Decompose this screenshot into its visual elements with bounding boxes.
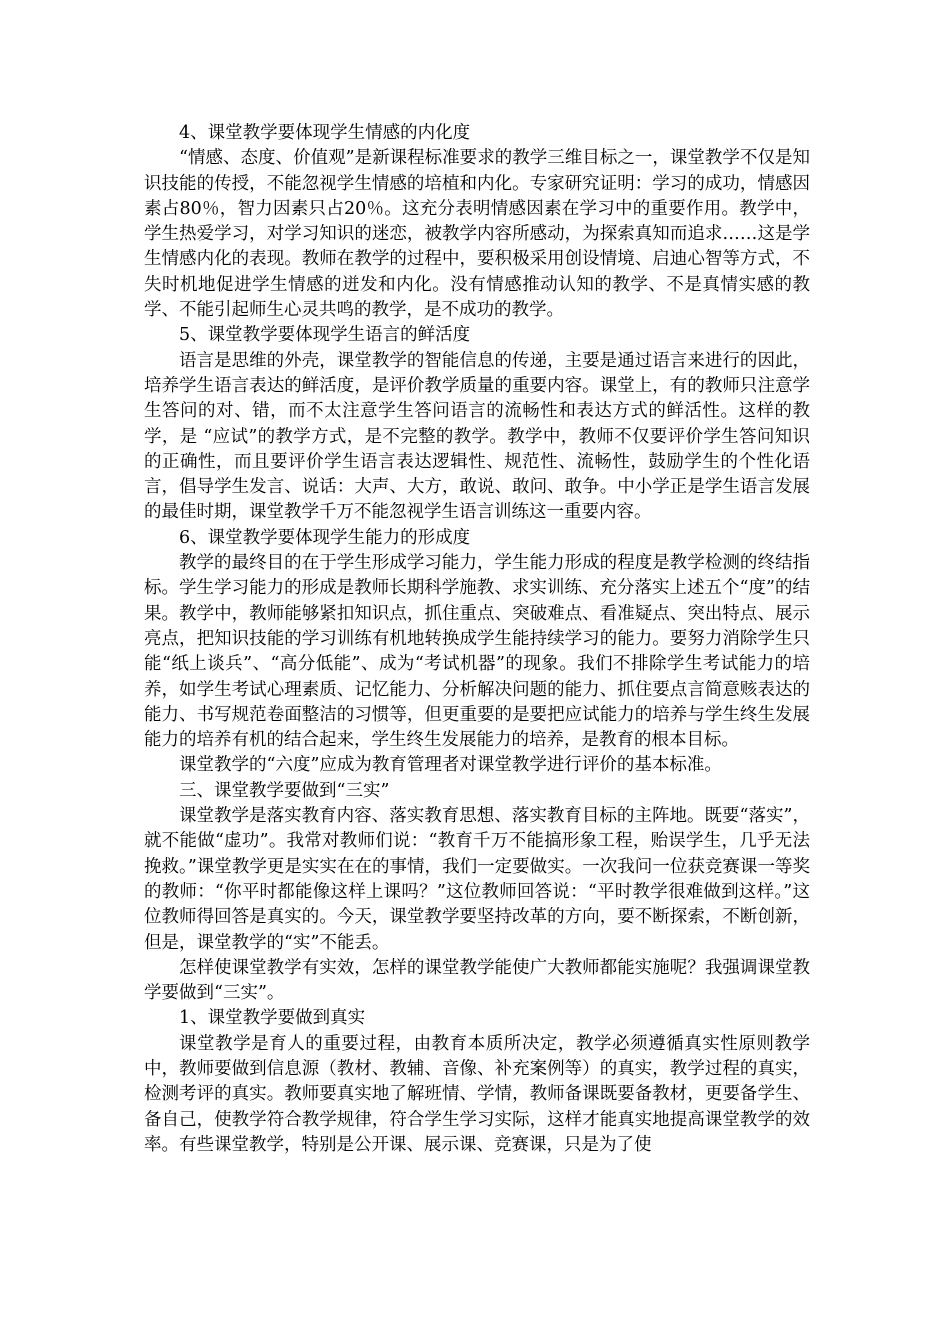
heading-4-emotion: 4、课堂教学要体现学生情感的内化度 [179, 123, 471, 143]
heading-6-ability: 6、课堂教学要体现学生能力的形成度 [179, 527, 471, 548]
document-body [144, 121, 810, 1158]
paragraph-language: 语言是思维的外壳，课堂教学的智能信息的传递，主要是通过语言来进行的因此，培养学生语言表达的鲜活度，是评价教学质量的重要内容。课堂上，有的教师只注意学生答问的对、错，而不太注意学生答问语言的流畅性和表达方式的鲜活性。这样的教学，是 “应试”的教学方式，是不完整的教学。教学中，教师不仅要评价学生答问知识的正确性，而且要评价学生语言表达逻辑性、规范性、流畅性，鼓励学生的个性化语言，倡导学生发言、说话：大声、大方，敢说、敢问、敢争。中小学正是学生语言发展的最佳时期，课堂教学千万不能忽视学生语言训练这一重要内容。 [144, 350, 810, 523]
paragraph-six-degrees-summary: 课堂教学的“六度”应成为教育管理者对课堂教学进行评价的基本标准。 [179, 755, 722, 776]
paragraph-truthfulness: 课堂教学是育人的重要过程，由教育本质所决定，教学必须遵循真实性原则教学中，教师要做到信息源（教材、教辅、音像、补充案例等）的真实，教学过程的真实，检测考评的真实。教师要真实地了解班情、学情，教师备课既要备教材，更要备学生、备自己，使教学符合教学规律，符合学生学习实际，这样才能真实地提高课堂教学的效率。有些课堂教学，特别是公开课、展示课、竞赛课，只是为了使 [144, 1033, 810, 1155]
heading-three-realities: 三、课堂教学要做到“三实” [179, 780, 390, 801]
heading-1-truthfulness: 1、课堂教学要做到真实 [179, 1008, 366, 1029]
paragraph-emotion: “情感、态度、价值观”是新课程标准要求的教学三维目标之一，课堂教学不仅是知识技能的传授，不能忽视学生情感的培植和内化。专家研究证明：学习的成功，情感因素占80％，智力因素只占20％。这充分表明情感因素在学习中的重要作用。教学中，学生热爱学习，对学习知识的迷恋，被教学内容所感动，为探索真知而追求……这是学生情感内化的表现。教师在教学的过程中，要积极采用创设情境、启迪心智等方式，不失时机地促进学生情感的迸发和内化。没有情感推动认知的教学、不是真情实感的教学、不能引起师生心灵共鸣的教学，是不成功的教学。 [144, 148, 810, 321]
paragraph-three-realities-question: 怎样使课堂教学有实效，怎样的课堂教学能使广大教师都能实施呢？我强调课堂教学要做到“三实”。 [144, 957, 810, 1004]
heading-5-language: 5、课堂教学要体现学生语言的鲜活度 [179, 325, 471, 346]
paragraph-three-realities-intro: 课堂教学是落实教育内容、落实教育思想、落实教育目标的主阵地。既要“落实”，就不能做“虚功”。我常对教师们说：“教育千万不能搞形象工程，贻误学生，几乎无法挽救。”课堂教学更是实实在在的事情，我们一定要做实。一次我问一位获竞赛课一等奖的教师：“你平时都能像这样上课吗？”这位教师回答说：“平时教学很难做到这样。”这位教师得回答是真实的。今天，课堂教学要坚持改革的方向，要不断探索，不断创新，但是，课堂教学的“实”不能丢。 [144, 806, 810, 953]
paragraph-ability: 教学的最终目的在于学生形成学习能力，学生能力形成的程度是教学检测的终结指标。学生学习能力的形成是教师长期科学施教、求实训练、充分落实上述五个“度”的结果。教学中，教师能够紧扣知识点，抓住重点、突破难点、看准疑点、突出特点、展示亮点，把知识技能的学习训练有机地转换成学生能持续学习的能力。要努力消除学生只能“纸上谈兵”、“高分低能”、成为“考试机器”的现象。我们不排除学生考试能力的培养，如学生考试心理素质、记忆能力、分析解决问题的能力、抓住要点言简意赅表达的能力、书写规范卷面整洁的习惯等，但更重要的是要把应试能力的培养与学生终生发展能力的培养有机的结合起来，学生终生发展能力的培养，是教育的根本目标。 [144, 553, 810, 751]
